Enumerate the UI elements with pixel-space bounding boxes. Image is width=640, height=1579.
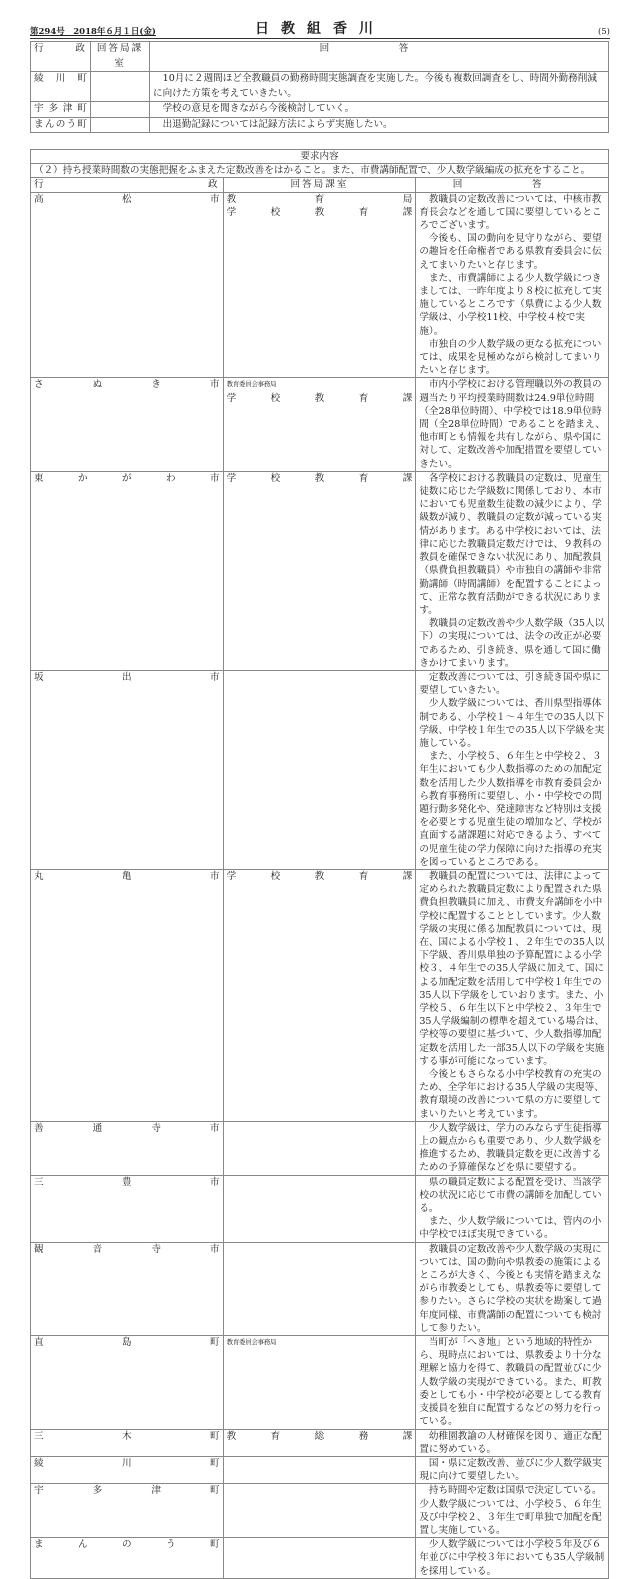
issue-date: 第294号 2018年６月１日(金) xyxy=(30,27,156,37)
column-header: 回 答 xyxy=(150,42,609,72)
answer-paragraph: 国・県に定数改善、並びに少人数学級実現に向けて要望したい。 xyxy=(419,1457,602,1483)
table-row xyxy=(31,1484,609,1538)
department-cell xyxy=(223,1484,416,1538)
government-cell: 綾川町 xyxy=(31,1456,224,1483)
answer-paragraph: また、少人数学級については、管内の小中学校でほぼ実現できている。 xyxy=(419,1216,602,1241)
answer-cell xyxy=(150,102,609,118)
answer-paragraph: 持ち時間や定数は国県で決定している。少人数学級については、小学校５、６年生及び中学校２、３年生で町単独で加配を配置し実施している。 xyxy=(419,1485,602,1536)
answer-paragraph: また、市費講師による少人数学級につきましては、一昨年度より８校に拡充して実施しているところです（県費による少人数学級は、小学校11校、中学校４校で実施）。 xyxy=(419,272,602,337)
government-cell: まんのう町 xyxy=(31,1538,224,1579)
answer-paragraph: 少人数学級については小学校５年及び６年並びに中学校３年においても35人学級制を採用している。 xyxy=(419,1539,605,1577)
table-row xyxy=(31,72,609,102)
department-cell xyxy=(91,102,150,118)
answer-paragraph: 10月に２週間ほど全教職員の勤務時間実態調査を実施した。今後も複数回調査をし、時間外勤務削減に向けた方策を考えていきたい。 xyxy=(153,73,597,99)
government-cell: 三豊市 xyxy=(31,1175,224,1242)
government-cell: 丸亀市 xyxy=(31,869,224,1121)
department-cell xyxy=(223,1456,416,1483)
government-cell: さぬき市 xyxy=(31,378,224,471)
answer-paragraph: 幼稚園教諭の人材確保を図り、適正な配置に努めている。 xyxy=(419,1430,602,1455)
answer-cell xyxy=(416,1429,609,1456)
department-cell xyxy=(223,378,416,471)
government-cell: まんのう町 xyxy=(31,117,91,133)
answers-table-1 xyxy=(30,41,609,133)
column-header: 回答局課室 xyxy=(91,42,150,72)
column-header: 行 政 xyxy=(31,178,224,192)
column-header: 行 政 xyxy=(31,42,91,72)
government-cell: 高松市 xyxy=(31,192,224,378)
table-row xyxy=(31,192,609,378)
department-line: 教育委員会事務局 xyxy=(226,1338,277,1347)
table-row xyxy=(31,869,609,1121)
table-row xyxy=(31,1336,609,1429)
answer-paragraph: 教職員の定数改善や少人数学級（35人以下）の実現については、法令の改正が必要であるため、引き続き、県を通して国に働きかけてまいります。 xyxy=(419,618,605,669)
answer-cell xyxy=(416,192,609,378)
answer-cell xyxy=(416,1538,609,1579)
answer-paragraph: 教職員の配置については、法律によって定められた教職員定数により配置された県費負担教職員に加え、市費支弁講師を小中学校に配置することとしています。少人数学級の実現に係る加配教員については、現在、国による小学校１、２年生での35人以下学級、香川県単独の予算配置による小学校３、４年生での35人学級に加えて、国による加配定数を活用して中学校１年生での35人以下学級をしていおります。また、小学校５、６年生以下と中学校２、３年生で35人学級編制の標準を超えている場合は、学校等の要望に基づいて、少人数指導加配定数を活用した一部35人以下の学級を実施する事が可能になっています。 xyxy=(419,870,605,1067)
department-cell xyxy=(223,471,416,670)
answer-cell xyxy=(416,670,609,869)
department-cell xyxy=(91,72,150,102)
government-cell: 観音寺市 xyxy=(31,1242,224,1335)
answers-table-2 xyxy=(30,149,609,1579)
answer-cell xyxy=(416,471,609,670)
answer-paragraph: 出退勤記録については記録方法によらず実施したい。 xyxy=(162,118,393,130)
answer-cell xyxy=(416,1175,609,1242)
table-row xyxy=(31,471,609,670)
department-line: 学校教育課 xyxy=(226,472,413,484)
answer-cell xyxy=(416,869,609,1121)
government-cell: 三木町 xyxy=(31,1429,224,1456)
government-cell: 綾川町 xyxy=(31,72,91,102)
answer-paragraph: 学校の意見を聞きながら今後検討していく。 xyxy=(162,103,355,114)
answer-cell xyxy=(416,1484,609,1538)
answer-paragraph: 少人数学級は、学力のみならず生徒指導上の観点からも重要であり、少人数学級を推進するため、教職員定数を更に改善するための予算確保などを県に要望する。 xyxy=(419,1122,602,1174)
department-cell xyxy=(223,1242,416,1335)
answer-cell xyxy=(416,1242,609,1335)
table-row xyxy=(31,670,609,869)
answer-paragraph: 今後も、国の動向を見守りながら、要望の趣旨を任命権者である県教育委員会に伝えてまいりたいと存じます。 xyxy=(419,233,602,271)
department-cell xyxy=(223,1336,416,1429)
department-cell xyxy=(223,1121,416,1175)
column-header: 回 答 xyxy=(416,178,609,192)
answer-paragraph: 市独自の少人数学級の更なる拡充については、成果を見極めながら検討してまいりたいと存じます。 xyxy=(419,338,602,377)
table-row xyxy=(31,1429,609,1456)
answer-paragraph: 定数改善については、引き続き国や県に要望していきたい。 xyxy=(419,671,602,697)
government-cell: 坂出市 xyxy=(31,670,224,869)
header-row xyxy=(31,42,609,72)
answer-paragraph: 教職員の定数改善については、中核市教育長会などを通して国に要望しているところでございます。 xyxy=(419,193,602,232)
department-line: 学校教育課 xyxy=(226,392,413,404)
government-cell: 善通寺市 xyxy=(31,1121,224,1175)
table-row xyxy=(31,1175,609,1242)
page-number: (5) xyxy=(597,27,610,37)
answer-cell xyxy=(416,1336,609,1429)
answer-paragraph: 各学校における教職員の定数は、児童生徒数に応じた学級数に関係しており、本市においても児童数生徒数の減少により、学級数が減り、教職員の定数が減っている実情があります。ある中学校においては、法律に応じた教職員定数だけでは、９教科の教員を確保できない状況にあり、加配教員（県費負担教職員）や市独自の講師や非常勤講師（時間講師）を配置することによって、正常な教育活動ができる状況にあります。 xyxy=(419,472,602,616)
answer-paragraph: 少人数学級については、香川県型指導体制である、小学校１～４年生での35人以下学級、中学校１年生での35人以下学級を実施している。 xyxy=(419,698,605,749)
answer-paragraph: 当町が「へき地」という地域的特性から、現時点においては、県教委より十分な理解と協力を得て、教職員の配置並びに少人数学級の実現ができている。また、町教委としても小・中学校が必要としてる教育支援員を独自に配置するなどの努力を行っている。 xyxy=(419,1337,602,1428)
department-line: 教育委員会事務局 xyxy=(226,380,277,389)
department-line: 学校教育課 xyxy=(226,206,413,218)
newspaper-title: 日教組香川 xyxy=(255,21,385,37)
department-cell xyxy=(223,1538,416,1579)
government-cell: 東かがわ市 xyxy=(31,471,224,670)
government-cell: 宇多津町 xyxy=(31,102,91,118)
answer-paragraph: 今後ともさらなる小中学校教育の充実のため、全学年における35人学級の実現等、教育環境の改善について県の方に要望してまいりたいと考えています。 xyxy=(419,1069,604,1120)
answer-paragraph: 教職員の定数改善や少人数学級の実現については、国の動向や県教委の施策によるところが大きく、今後とも実情を踏まえながら市教委としても、県教委等に要望して参りたい。さらに学校の実状を勘案して過年度同様、市費講師の配置についても検討して参りたい。 xyxy=(419,1243,602,1334)
department-cell xyxy=(223,869,416,1121)
page-header xyxy=(30,21,610,39)
answer-cell xyxy=(416,1456,609,1483)
table-row xyxy=(31,117,609,133)
department-line: 教育局 xyxy=(226,193,413,205)
answer-paragraph: 県の職員定数による配置を受け、当該学校の状況に応じて市費の講師を加配している。 xyxy=(419,1176,602,1215)
department-cell xyxy=(223,1175,416,1242)
government-cell: 宇多津町 xyxy=(31,1484,224,1538)
government-cell: 直島町 xyxy=(31,1336,224,1429)
answer-paragraph: 市内小学校における管理職以外の教員の週当たり平均授業時間数は24.9単位時間（全28単位時間）、中学校では18.9単位時間（全28単位時間）であることを踏まえ、他市町とも情報を共有しながら、県や国に対して、定数改善や加配措置を要望していきたい。 xyxy=(419,379,605,470)
table-row xyxy=(31,1538,609,1579)
department-cell xyxy=(223,1429,416,1456)
table-row xyxy=(31,102,609,118)
section-label: 要求内容 xyxy=(31,150,609,164)
table-row xyxy=(31,1456,609,1483)
answer-cell xyxy=(150,117,609,133)
department-cell xyxy=(223,670,416,869)
table-row xyxy=(31,1121,609,1175)
answer-cell xyxy=(416,1121,609,1175)
header-row xyxy=(31,178,609,192)
column-header: 回答局課室 xyxy=(223,178,416,192)
table-row xyxy=(31,378,609,471)
answer-cell xyxy=(416,378,609,471)
department-line: 教育総務課 xyxy=(226,1430,413,1442)
answer-cell xyxy=(150,72,609,102)
department-cell xyxy=(223,192,416,378)
department-cell xyxy=(91,117,150,133)
request-text: （２）持ち授業時間数の実態把握をふまえた定数改善をはかること。また、市費講師配置で、少人数学級編成の拡充をすること。 xyxy=(31,164,609,178)
table-row xyxy=(31,1242,609,1335)
department-line: 学校教育課 xyxy=(226,870,413,882)
answer-paragraph: また、小学校５、６年生と中学校２、３年生においても少人数指導のための加配定数を活用した少人数指導を市教育委員会から教育事務所に要望し、小・中学校での問題行動多発化や、発達障害など特別は支援を必要とする児童生徒の増加など、学校が直面する諸課題に対応できるよう、すべての児童生徒の学力保障に向けた指導の充実を図っているところである。 xyxy=(419,751,602,868)
